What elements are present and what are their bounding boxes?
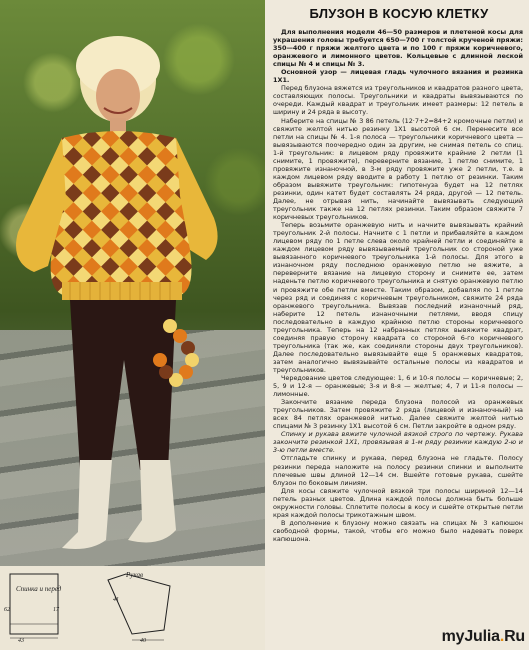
paragraph-finish-front: Закончите вязание переда блузона полосой из оранжевых треугольников. Затем провяжите 2 ряда (лицевой и изнаночный) на всех 84 петлях оранжевой нитью. Далее свяжите желтой нитью спицами № 3 резинку 1Х1 высотой 6 см. Петли закройте в одном ряду.	[273, 398, 523, 431]
article-title: БЛУЗОН В КОСУЮ КЛЕТКУ	[309, 6, 489, 21]
schematic-label-sleeve: Рукав	[126, 571, 144, 579]
paragraph-assembly: Отгладьте спинку и рукава, перед блузона не гладьте. Полосу резинки переда наложите на полосу резинки спинки и выполните плечевые швы длиной 12—14 см. Вшейте готовые рукава, сшейте блузон по боковым линиям.	[273, 454, 523, 487]
paragraph-front: Перед блузона вяжется из треугольников и квадратов разного цвета, составляющих полосы. Треугольники и квадраты вывязываются по очереди. Каждый квадрат и треугольник имеет размеры: 12 петель в ширину и 24 ряда в высоту.	[273, 84, 523, 117]
site-watermark	[442, 628, 525, 646]
schematic-dim: 62	[4, 607, 10, 613]
paragraph-back-sleeves: Спинку и рукава вяжите чулочной вязкой строго по чертежу. Рукава закончите резинкой 1Х1, провязывая в 1-м ряду резинки каждую 2-ю и 3-ю петли вместе.	[273, 430, 523, 455]
paragraph-materials: Для выполнения модели 46—50 размеров и плетеной косы для украшения головы требуется 650—700 г толстой крученой пряжи: 350—400 г пряжи желтого цвета и по 100 г пряжи коричневого, оранжевого и лимонного цветов. Кольцевые с длинной леской спицы № 4 и спицы № 3.	[273, 28, 523, 69]
paragraph-pattern: Основной узор — лицевая гладь чулочного вязания и резинка 1Х1.	[273, 68, 523, 85]
paragraph-cast-on: Наберите на спицы № 3 86 петель (12·7+2=84+2 кромочные петли) и свяжите желтой нитью резинку 1Х1 высотой 6 см. Перенесите все петли на спицы № 4. 1-я полоса — треугольники коричневого цвета — вывязываются поочередно один за другим, не снимая петель со спиц. 1-й треугольник: в лицевом ряду провяжите крайние 2 петли (1 снимите, 1 провяжите), переверните вязание, 1 петлю снимите, 1 провяжите изнаночной, в 3-м ряду провяжите уже 2 петли, т.е. в каждом лицевом ряду вводите в работу 1 петлю от резинки. Таким образом вывяжите треугольник: гипотенуза будет на 12 петлях резинки, один катет будет составлять 24 ряда, другой — 12 петель. Далее, не отрывая нить, начинайте вывязывать следующий треугольник также на 12 петлях резинки. Таким образом свяжите 7 коричневых треугольников.	[273, 116, 523, 222]
paragraph-hood: В дополнение к блузону можно связать на спицах № 3 капюшон свободной формы, такой, чтобы его можно было надевать поверх капюшона.	[273, 518, 523, 543]
watermark-name: myJulia	[441, 628, 500, 645]
model-figure	[0, 0, 265, 566]
article-column	[265, 0, 529, 650]
paragraph-colors: Чередование цветов следующее: 1, 6 и 10-я полосы — коричневые; 2, 5, 9 и 12-я — оранжевые; 3-я и 8-я — желтые; 4, 7 и 11-я полосы — лимонные.	[273, 374, 523, 399]
schematic-dim: 17	[53, 607, 59, 613]
schematic-label-front: Спинка и перед	[16, 585, 62, 593]
schematic-dim: 43	[18, 638, 24, 644]
pattern-schematic	[0, 566, 265, 650]
watermark-dot: .	[499, 628, 505, 645]
paragraph-second-strip: Теперь возьмите оранжевую нить и начните вывязывать крайний треугольник 2-й полосы. Начните с 1 петли и прибавляйте в каждом лицевом ряду по 1 петле слева около крайней петли и соединяйте в каждом лицевом ряду вывязываемый треугольник со стороной уже вывязанного коричневого треугольника 1-й полосы. Для этого в изнаночном ряду последнюю оранжевую петлю не вяжите, а переверните вязание на лицевую сторону и снимите ее, затем наденьте петлю коричневого треугольника и снятую оранжевую петлю и провяжите обе петли вместе. Таким образом, добавляя по 1 петле через ряд и соединяя с коричневым треугольником, свяжите 24 ряда оранжевого треугольника. Вывязав последний изнаночный ряд, наберите 12 петель изнаночными петлями, вводя спицу последовательно в каждую крайнюю петлю стороны коричневого треугольника. Теперь на 12 набранных петлях вывяжите квадрат, соединяя правую сторону квадрата со стороной 6-го коричневого треугольника (так же, как соединяли стороны двух треугольников). Далее последовательно вывязывайте еще 5 оранжевых квадратов, затем аналогично вывязывайте остальные полосы из квадратов и треугольников.	[273, 221, 523, 374]
schematic-dim: 40	[140, 638, 146, 644]
paragraph-braid: Для косы свяжите чулочной вязкой три полосы шириной 12—14 петель разных цветов. Длина каждой полосы должна быть больше окружности головы. Сплетите полосы в косу и сшейте открытые петли края каждой полосы трикотажным швом.	[273, 486, 523, 519]
article-body	[273, 28, 523, 640]
schematic-dim: 41	[113, 597, 119, 603]
model-photo	[0, 0, 265, 566]
watermark-domain: Ru	[504, 628, 525, 645]
